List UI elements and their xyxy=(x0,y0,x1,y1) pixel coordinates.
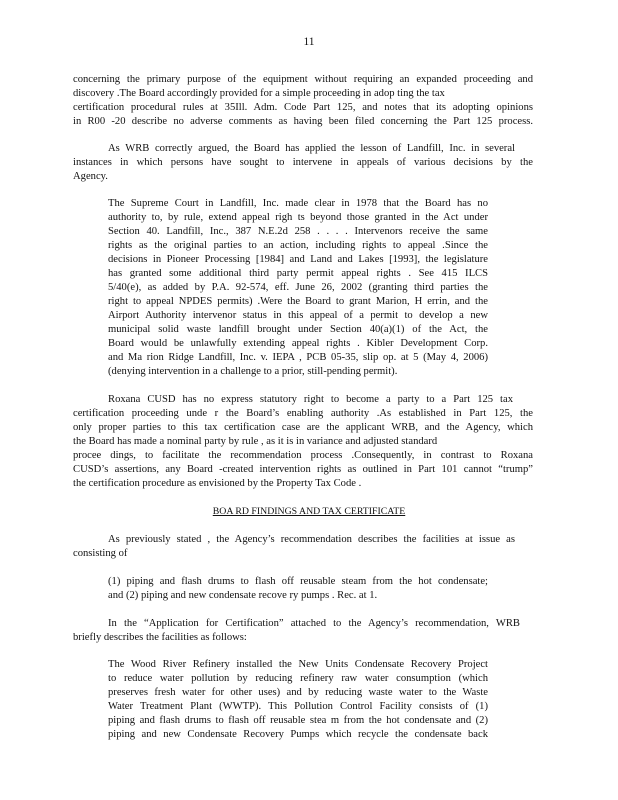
quote-3-line-6: piping and new Condensate Recovery Pumps which recycle the condensate back xyxy=(108,729,488,740)
quote-3-line-2: to reduce water pollution by reducing refinery raw water consumption (which xyxy=(108,673,488,684)
paragraph-5-line-1: As previously stated , the Agency’s recommendation describes the facilities at issue as xyxy=(108,534,515,545)
paragraph-2-line-2: instances in which persons have sought to intervene in appeals of various decisions by the xyxy=(73,157,533,168)
paragraph-6-line-2: briefly describes the facilities as follows: xyxy=(73,632,247,643)
section-heading-text: BOA RD FINDINGS AND TAX CERTIFICATE xyxy=(212,506,406,517)
paragraph-4-line-2: certification proceeding unde r the Board’s enabling authority .As established in Part 125, the xyxy=(73,408,533,419)
paragraph-4-line-4: the Board has made a nominal party by rule , as it is in variance and adjusted standard xyxy=(73,436,438,447)
quote-2-line-1: (1) piping and flash drums to flash off reusable steam from the hot condensate; xyxy=(108,576,488,587)
page-number: 11 xyxy=(303,36,315,48)
paragraph-4-line-1: Roxana CUSD has no express statutory right to become a party to a Part 125 tax xyxy=(108,394,513,405)
quote-line-8: right to appeal NPDES permits) .Were the Board to grant Marion, H errin, and the xyxy=(108,296,488,307)
paragraph-6-line-1: In the “Application for Certification” attached to the Agency’s recommendation, WRB xyxy=(108,618,520,629)
paragraph-4-line-5: procee dings, to facilitate the recommendation process .Consequently, in contrast to Roxana xyxy=(73,450,533,461)
paragraph-2-line-1: As WRB correctly argued, the Board has applied the lesson of Landfill, Inc. in several xyxy=(108,143,515,154)
quote-line-13: (denying intervention in a challenge to a prior, still-pending permit). xyxy=(108,366,398,377)
paragraph-1-line-1: concerning the primary purpose of the equipment without requiring an expanded proceeding and xyxy=(73,74,533,85)
quote-line-12: and Ma rion Ridge Landfill, Inc. v. IEPA , PCB 05-35, slip op. at 5 (May 4, 2006) xyxy=(108,352,488,363)
quote-line-3: Section 40. Landfill, Inc., 387 N.E.2d 258 . . . . Intervenors receive the same xyxy=(108,226,488,237)
quote-3-line-4: Water Treatment Plant (WWTP). This Pollution Control Facility consists of (1) xyxy=(108,701,488,712)
quote-2-line-2: and (2) piping and new condensate recove ry pumps . Rec. at 1. xyxy=(108,590,378,601)
paragraph-4-line-7: the certification procedure as envisioned by the Property Tax Code . xyxy=(73,478,362,489)
quote-3-line-5: piping and flash drums to flash off reusable stea m from the hot condensate and (2) xyxy=(108,715,488,726)
quote-line-5: decisions in Pioneer Processing [1984] and Land and Lakes [1993], the legislature xyxy=(108,254,488,265)
quote-line-1: The Supreme Court in Landfill, Inc. made clear in 1978 that the Board has no xyxy=(108,198,488,209)
section-heading xyxy=(0,506,618,517)
quote-line-7: 5/40(e), as added by P.A. 92-574, eff. June 26, 2002 (granting third parties the xyxy=(108,282,488,293)
paragraph-4-line-3: only proper parties to this tax certification case are the applicant WRB, and the Agency, which xyxy=(73,422,533,433)
quote-3-line-1: The Wood River Refinery installed the New Units Condensate Recovery Project xyxy=(108,659,488,670)
paragraph-5-line-2: consisting of xyxy=(73,548,128,559)
quote-3-line-3: preserves fresh water for other uses) and by reducing waste water to the Waste xyxy=(108,687,488,698)
quote-line-10: municipal solid waste landfill brought under Section 40(a)(1) of the Act, the xyxy=(108,324,488,335)
quote-line-4: rights as the original parties to an action, including rights to appeal .Since the xyxy=(108,240,488,251)
paragraph-4-line-6: CUSD’s assertions, any Board -created intervention rights as outlined in Part 101 cannot “trump” xyxy=(73,464,533,475)
paragraph-2-line-3: Agency. xyxy=(73,171,108,182)
quote-line-9: Airport Authority intervenor status in this appeal of a permit to develop a new xyxy=(108,310,488,321)
paragraph-1-line-2: discovery .The Board accordingly provided for a simple proceeding in adop ting the tax xyxy=(73,88,445,99)
quote-line-6: has granted some additional third party permit appeal rights . See 415 ILCS xyxy=(108,268,488,279)
paragraph-1-line-3: certification procedural rules at 35Ill. Adm. Code Part 125, and notes that its adopting opinions xyxy=(73,102,533,113)
paragraph-1-line-4: in R00 -20 describe no adverse comments as having been filed concerning the Part 125 process. xyxy=(73,116,533,127)
quote-line-2: authority to, by rule, extend appeal righ ts beyond those granted in the Act under xyxy=(108,212,488,223)
quote-line-11: Board would be unlawfully extending appeal rights . Kibler Development Corp. xyxy=(108,338,488,349)
